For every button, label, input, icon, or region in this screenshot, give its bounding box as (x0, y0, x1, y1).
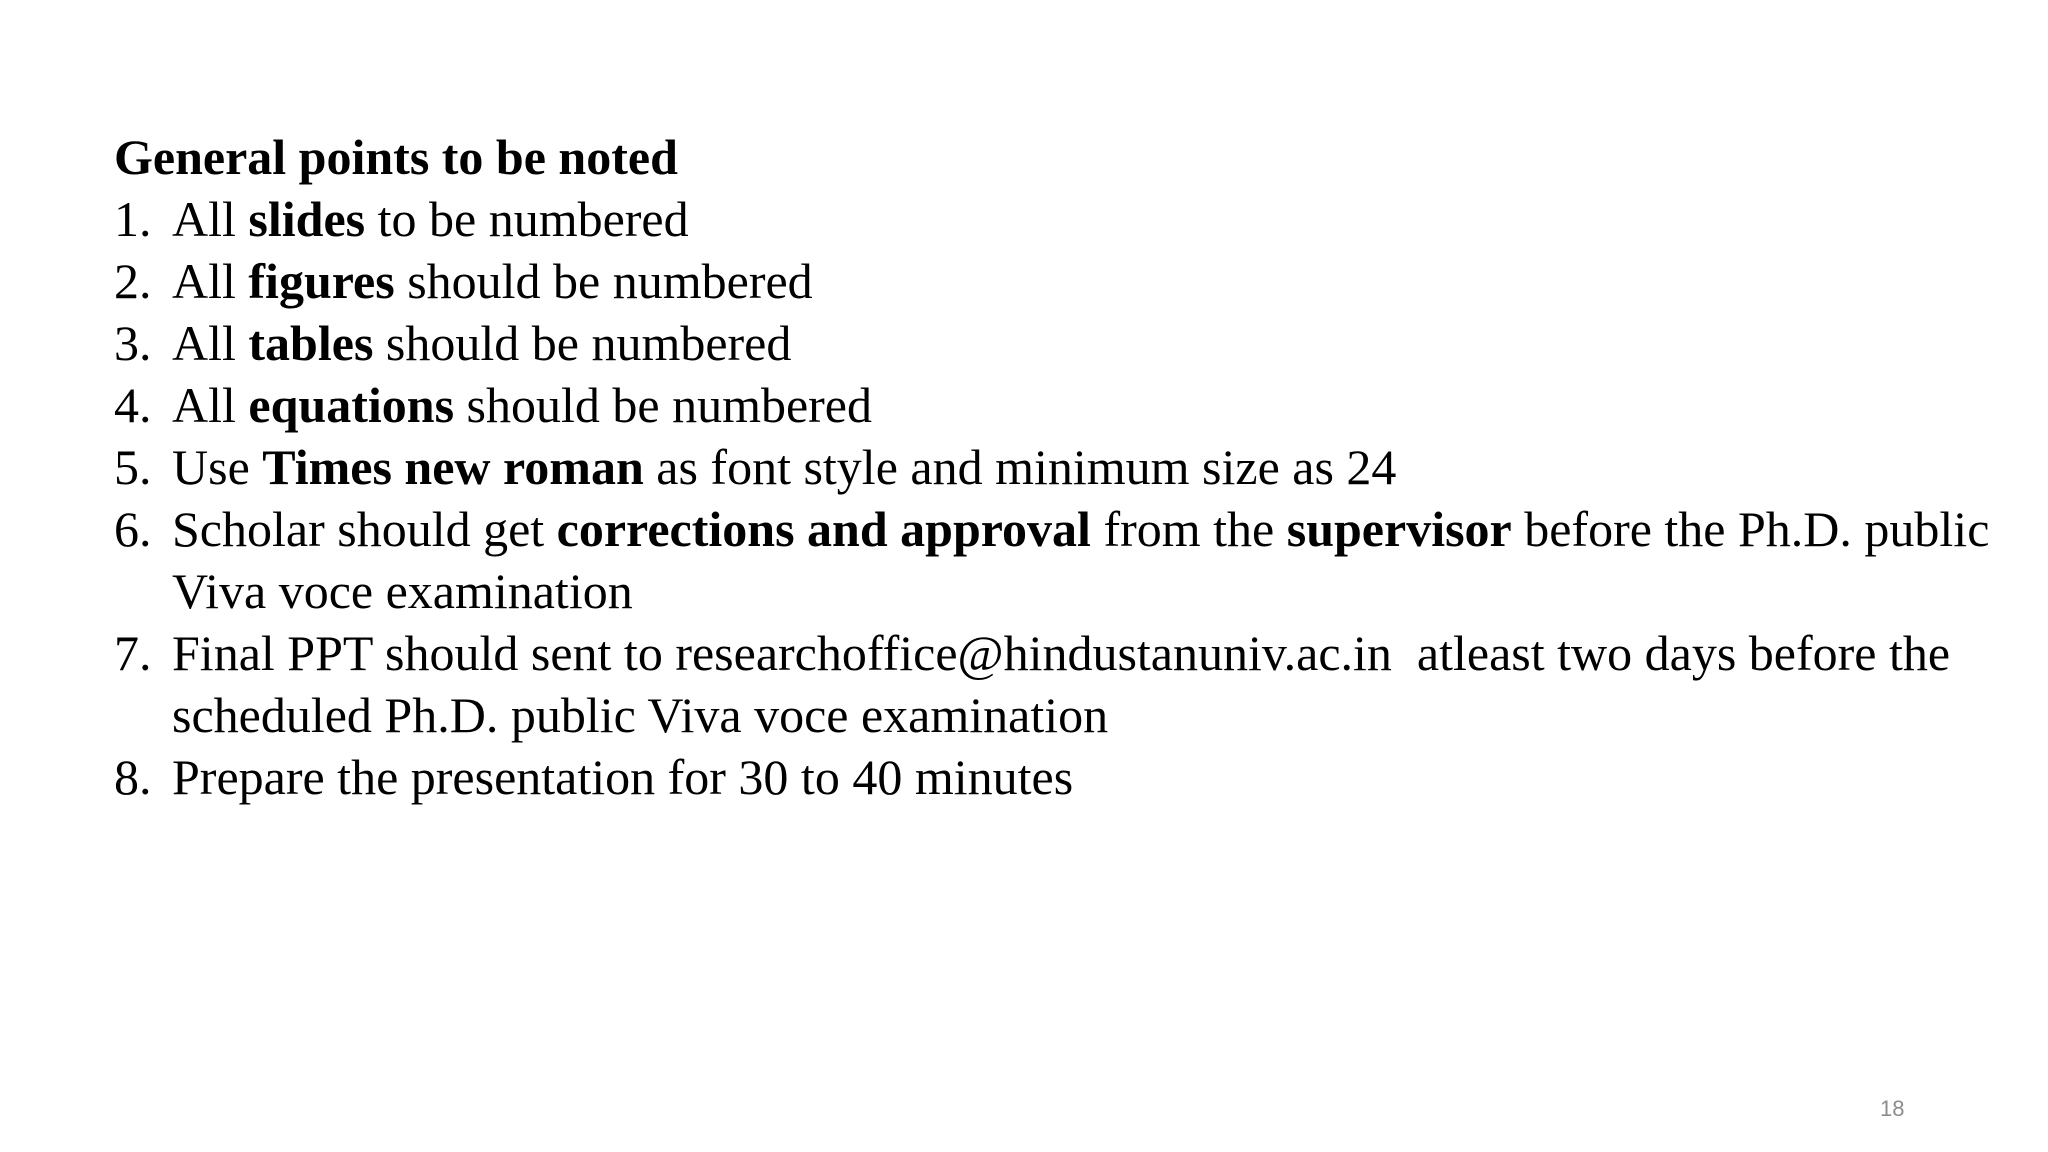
list-item-number: 6. (114, 501, 152, 557)
numbered-list (114, 188, 2034, 808)
text-run: Scholar should get (172, 501, 557, 557)
text-run: All (172, 253, 249, 309)
list-item-number: 5. (114, 439, 152, 495)
text-run: from the (1090, 501, 1287, 557)
list-item (114, 188, 2034, 250)
emphasized-text: slides (248, 191, 366, 247)
text-run: All (172, 315, 249, 371)
text-run: Use (172, 439, 263, 495)
list-item-text (172, 188, 2034, 250)
list-item (114, 436, 2034, 498)
list-item (114, 498, 2034, 622)
text-run: as font style and minimum size as 24 (643, 439, 1397, 495)
emphasized-text: corrections and approval (556, 501, 1091, 557)
emphasized-text: tables (248, 315, 374, 371)
list-item-number: 4. (114, 377, 152, 433)
emphasized-text: Times new roman (262, 439, 644, 495)
text-run: should be numbered (373, 315, 792, 371)
list-item-text (172, 250, 2034, 312)
text-run: should be numbered (454, 377, 872, 433)
list-item-text (172, 498, 2034, 622)
list-item-text (172, 312, 2034, 374)
emphasized-text: figures (248, 253, 395, 309)
text-run: Final PPT should sent to researchoffice@hindustanuniv.ac.in atleast two days before the scheduled Ph.D. public Viva voce examination (172, 625, 1963, 743)
text-run: before the Ph.D. public Viva voce examination (172, 501, 2002, 619)
list-item-text (172, 746, 2034, 808)
text-run: Prepare the presentation for 30 to 40 minutes (172, 749, 1074, 805)
list-item (114, 746, 2034, 808)
slide-content (114, 126, 2034, 808)
list-item-text (172, 374, 2034, 436)
list-item (114, 312, 2034, 374)
text-run: should be numbered (394, 253, 813, 309)
list-item-text (172, 436, 2034, 498)
list-item-number: 3. (114, 315, 152, 371)
page-number: 18 (1880, 1096, 1905, 1121)
text-run: to be numbered (365, 191, 689, 247)
text-run: All (172, 191, 249, 247)
list-item (114, 622, 2034, 746)
list-item-text (172, 622, 2034, 746)
text-run: All (172, 377, 249, 433)
list-item (114, 374, 2034, 436)
list-item-number: 1. (114, 191, 152, 247)
list-item (114, 250, 2034, 312)
emphasized-text: equations (248, 377, 455, 433)
slide-heading: General points to be noted (114, 129, 678, 185)
emphasized-text: supervisor (1286, 501, 1512, 557)
list-item-number: 7. (114, 625, 152, 681)
list-item-number: 8. (114, 749, 152, 805)
list-item-number: 2. (114, 253, 152, 309)
